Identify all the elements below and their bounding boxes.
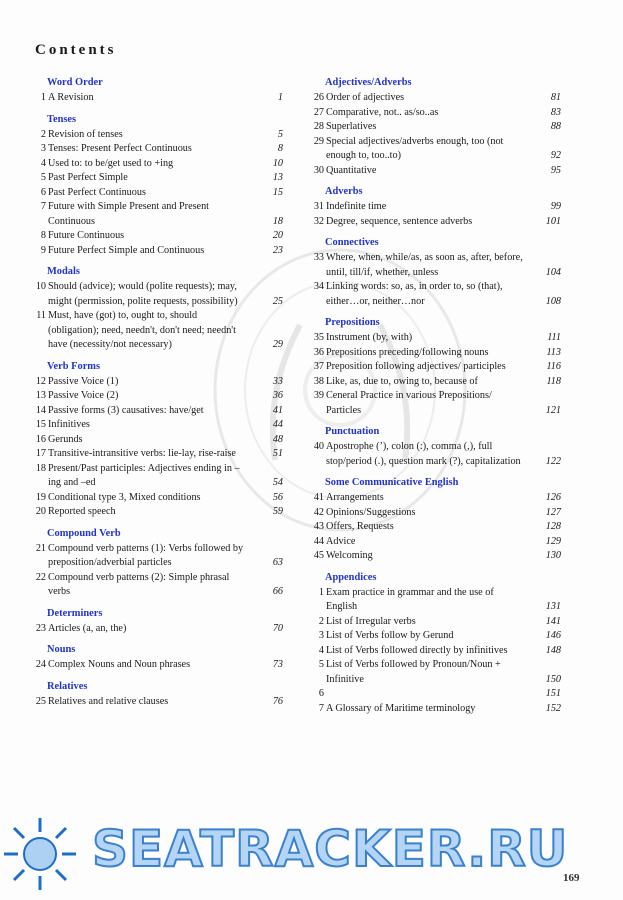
entry-number: 32 xyxy=(313,215,324,227)
entry-page-number: 130 xyxy=(545,550,561,561)
section-heading: Compound Verb xyxy=(47,527,121,539)
entry-number: 27 xyxy=(313,106,324,118)
contents-entry xyxy=(311,106,561,121)
contents-entry xyxy=(33,505,283,520)
section-heading: Modals xyxy=(47,266,80,277)
entry-page-number: 95 xyxy=(550,164,561,176)
entry-title: A Revision xyxy=(48,92,94,103)
entry-page-number: 56 xyxy=(272,491,283,503)
section-heading: Tenses xyxy=(47,113,77,125)
contents-entry xyxy=(33,200,283,229)
entry-title: Instrument (by, with) xyxy=(326,332,413,343)
contents-entry xyxy=(33,542,283,571)
entry-page-number: 128 xyxy=(545,521,561,532)
entry-page-number: 99 xyxy=(550,201,561,212)
entry-page-number: 44 xyxy=(272,419,283,430)
entry-title: Special adjectives/adverbs enough, too (not enough to, too..to) xyxy=(326,135,504,161)
entry-title: Past Perfect Simple xyxy=(48,172,128,183)
contents-section xyxy=(311,571,561,717)
contents-entry xyxy=(311,687,561,702)
contents-entry xyxy=(311,440,561,469)
entry-title: List of Verbs follow by Gerund xyxy=(326,630,454,641)
entry-page-number: 10 xyxy=(272,157,283,169)
entry-page-number: 20 xyxy=(272,230,283,241)
entry-title: Future Perfect Simple and Continuous xyxy=(48,244,205,256)
contents-entry xyxy=(311,586,561,615)
contents-entry xyxy=(33,157,283,172)
section-heading: Word Order xyxy=(47,77,103,88)
entry-page-number: 116 xyxy=(546,361,561,372)
entry-number: 17 xyxy=(35,448,46,459)
contents-entry xyxy=(33,186,283,201)
contents-entry xyxy=(33,171,283,186)
entry-title: Future with Simple Present and Present Continuous xyxy=(48,201,210,227)
entry-number: 29 xyxy=(313,135,324,147)
entry-title: Exam practice in grammar and the use of English xyxy=(326,586,494,612)
contents-section xyxy=(311,76,561,178)
contents-entry xyxy=(33,91,283,106)
contents-entry xyxy=(33,375,283,390)
contents-section xyxy=(33,527,283,600)
entry-page-number: 122 xyxy=(545,455,561,467)
entry-page-number: 126 xyxy=(545,492,561,503)
entry-title: Past Perfect Continuous xyxy=(48,186,146,198)
entry-title: Passive Voice (2) xyxy=(48,390,119,401)
entry-number: 31 xyxy=(313,201,324,212)
entry-title: Must, have (got) to, ought to, should (obligation); need, needn't, don't need; needn't have (necessity/not necessary) xyxy=(48,310,236,350)
entry-page-number: 18 xyxy=(272,215,283,227)
section-heading: Verb Forms xyxy=(47,360,101,372)
entry-title: Preposition following adjectives/ participles xyxy=(326,361,506,372)
entry-number: 9 xyxy=(40,244,46,256)
contents-entry xyxy=(311,658,561,687)
entry-title: Infinitives xyxy=(48,419,90,430)
contents-section xyxy=(311,316,561,418)
contents-entry xyxy=(33,404,283,419)
entry-page-number: 73 xyxy=(272,659,283,670)
entry-number: 1 xyxy=(40,92,46,103)
entry-number: 44 xyxy=(313,535,324,547)
entry-number: 26 xyxy=(313,92,324,103)
entry-title: Linking words: so, as, in order to, so (that), either…or, neither…nor xyxy=(326,281,503,307)
contents-entry xyxy=(311,91,561,106)
entry-page-number: 41 xyxy=(272,404,283,416)
contents-entry xyxy=(311,506,561,521)
entry-title: Conditional type 3, Mixed conditions xyxy=(48,491,201,503)
section-heading: Some Communicative English xyxy=(325,477,459,488)
entry-number: 7 xyxy=(40,201,46,212)
entry-page-number: 1 xyxy=(277,92,283,103)
entry-number: 14 xyxy=(35,404,46,416)
entry-page-number: 23 xyxy=(272,244,283,256)
entry-number: 3 xyxy=(40,143,46,154)
entry-page-number: 146 xyxy=(545,630,561,641)
entry-number: 1 xyxy=(318,586,324,598)
entry-page-number: 81 xyxy=(550,92,561,103)
entry-title: Superlatives xyxy=(326,121,377,132)
entry-page-number: 108 xyxy=(545,295,561,307)
entry-title: Arrangements xyxy=(326,492,384,503)
entry-page-number: 88 xyxy=(550,121,561,132)
entry-number: 6 xyxy=(318,688,324,699)
entry-page-number: 127 xyxy=(545,506,561,518)
entry-title: Present/Past participles: Adjectives ending in –ing and –ed xyxy=(48,462,240,488)
entry-title: Should (advice); would (polite requests); may, might (permission, polite requests, possibility) xyxy=(48,281,238,307)
entry-title: Comparative, not.. as/so..as xyxy=(326,106,439,118)
section-heading: Appendices xyxy=(325,571,377,583)
entry-page-number: 152 xyxy=(545,702,561,714)
entry-number: 37 xyxy=(313,361,324,372)
entry-title: Used to: to be/get used to +ing xyxy=(48,157,174,169)
contents-entry xyxy=(311,215,561,230)
section-heading: Determiners xyxy=(47,607,103,619)
entry-title: Revision of tenses xyxy=(48,128,123,140)
contents-entry xyxy=(33,389,283,404)
entry-title: Opinions/Suggestions xyxy=(326,506,416,518)
entry-title xyxy=(326,687,525,702)
entry-number: 34 xyxy=(313,281,324,292)
entry-page-number: 129 xyxy=(545,535,561,547)
entry-number: 33 xyxy=(313,252,324,263)
entry-page-number: 148 xyxy=(545,644,561,656)
entry-title: A Glossary of Maritime terminology xyxy=(326,702,476,714)
contents-entry xyxy=(33,433,283,448)
entry-number: 30 xyxy=(313,164,324,176)
entry-number: 6 xyxy=(40,186,46,198)
section-heading: Prepositions xyxy=(325,317,380,328)
entry-page-number: 29 xyxy=(272,339,283,350)
entry-number: 40 xyxy=(313,441,324,452)
entry-page-number: 150 xyxy=(545,673,561,685)
entry-title: List of Verbs followed by Pronoun/Noun + Infinitive xyxy=(326,659,501,685)
entry-number: 23 xyxy=(35,622,46,634)
contents-column-left xyxy=(33,76,283,716)
contents-entry xyxy=(33,418,283,433)
entry-page-number: 92 xyxy=(550,150,561,161)
contents-entry xyxy=(33,622,283,637)
entry-title: Where, when, while/as, as soon as, after, before, until, till/if, whether, unless xyxy=(326,252,523,278)
contents-entry xyxy=(311,520,561,535)
entry-title: Gerunds xyxy=(48,433,83,445)
contents-section xyxy=(33,265,283,353)
entry-title: Like, as, due to, owing to, because of xyxy=(326,375,478,387)
entry-title: Articles (a, an, the) xyxy=(48,622,127,634)
contents-entry xyxy=(33,244,283,259)
entry-number: 45 xyxy=(313,550,324,561)
entry-number: 25 xyxy=(35,695,46,707)
contents-section xyxy=(33,76,283,106)
contents-entry xyxy=(311,331,561,346)
entry-page-number: 66 xyxy=(272,586,283,597)
contents-entry xyxy=(33,491,283,506)
contents-entry xyxy=(311,644,561,659)
entry-page-number: 118 xyxy=(546,375,561,387)
contents-entry xyxy=(311,389,561,418)
entry-title: Passive Voice (1) xyxy=(48,375,119,387)
contents-entry xyxy=(311,346,561,361)
entry-number: 15 xyxy=(35,419,46,430)
entry-title: Complex Nouns and Noun phrases xyxy=(48,659,191,670)
contents-column-right xyxy=(311,76,561,723)
entry-title: List of Verbs followed directly by infinitives xyxy=(326,644,508,656)
entry-number: 41 xyxy=(313,492,324,503)
entry-page-number: 131 xyxy=(545,601,561,612)
entry-number: 8 xyxy=(40,230,46,241)
entry-number: 2 xyxy=(318,615,324,627)
contents-entry xyxy=(33,462,283,491)
entry-title: Indefinite time xyxy=(326,201,387,212)
section-heading: Nouns xyxy=(47,644,76,655)
contents-entry xyxy=(311,615,561,630)
contents-section xyxy=(311,185,561,229)
entry-number: 38 xyxy=(313,375,324,387)
entry-title: Compound verb patterns (1): Verbs followed by preposition/adverbial particles xyxy=(48,542,244,568)
contents-section xyxy=(33,643,283,673)
entry-number: 22 xyxy=(35,571,46,583)
entry-number: 2 xyxy=(40,128,46,140)
section-heading: Adverbs xyxy=(325,186,363,197)
page-number: 169 xyxy=(563,872,580,884)
contents-section xyxy=(33,113,283,259)
contents-entry xyxy=(311,280,561,309)
entry-number: 3 xyxy=(318,630,324,641)
contents-entry xyxy=(311,375,561,390)
entry-title: Degree, sequence, sentence adverbs xyxy=(326,215,473,227)
entry-page-number: 59 xyxy=(272,506,283,517)
contents-entry xyxy=(33,447,283,462)
entry-page-number: 48 xyxy=(272,433,283,445)
entry-title: Transitive-intransitive verbs: lie-lay, rise-raise xyxy=(48,448,236,459)
entry-page-number: 54 xyxy=(272,477,283,488)
entry-number: 10 xyxy=(35,281,46,292)
entry-number: 5 xyxy=(318,659,324,670)
contents-entry xyxy=(33,142,283,157)
entry-page-number: 141 xyxy=(545,615,561,627)
contents-entry xyxy=(33,128,283,143)
contents-entry xyxy=(311,702,561,717)
contents-entry xyxy=(33,571,283,600)
entry-page-number: 25 xyxy=(272,295,283,307)
entry-title: Reported speech xyxy=(48,506,116,517)
contents-entry xyxy=(33,695,283,710)
contents-entry xyxy=(311,549,561,564)
section-heading: Connectives xyxy=(325,237,379,248)
contents-section xyxy=(33,607,283,637)
watermark-text: SEATRACKER.RU xyxy=(92,820,569,878)
entry-page-number: 151 xyxy=(545,688,561,699)
contents-section xyxy=(311,425,561,469)
entry-number: 18 xyxy=(35,462,46,474)
contents-entry xyxy=(33,658,283,673)
entry-number: 7 xyxy=(318,702,324,714)
entry-page-number: 51 xyxy=(272,448,283,459)
contents-section xyxy=(311,236,561,309)
entry-page-number: 63 xyxy=(272,557,283,568)
entry-number: 21 xyxy=(35,542,46,554)
entry-title: Quantitative xyxy=(326,164,377,176)
entry-page-number: 83 xyxy=(550,106,561,118)
contents-entry xyxy=(311,491,561,506)
entry-number: 42 xyxy=(313,506,324,518)
entry-title: Passive forms (3) causatives: have/get xyxy=(48,404,204,416)
entry-title: Ceneral Practice in various Prepositions/ Particles xyxy=(326,390,492,416)
entry-number: 36 xyxy=(313,346,324,358)
entry-title: Welcoming xyxy=(326,550,373,561)
entry-number: 35 xyxy=(313,332,324,343)
entry-number: 16 xyxy=(35,433,46,445)
entry-title: Apostrophe (’), colon (:), comma (,), full stop/period (.), question mark (?), capitalization xyxy=(326,441,521,467)
entry-title: Prepositions preceding/following nouns xyxy=(326,346,489,358)
entry-page-number: 13 xyxy=(272,172,283,183)
entry-page-number: 104 xyxy=(545,266,561,278)
entry-title: Compound verb patterns (2): Simple phrasal verbs xyxy=(48,571,230,597)
entry-page-number: 101 xyxy=(545,215,561,227)
entry-number: 39 xyxy=(313,390,324,401)
entry-number: 4 xyxy=(318,644,324,656)
entry-page-number: 8 xyxy=(277,143,283,154)
section-heading: Adjectives/Adverbs xyxy=(325,77,412,88)
contents-entry xyxy=(33,229,283,244)
contents-entry xyxy=(311,135,561,164)
contents-entry xyxy=(311,251,561,280)
contents-entry xyxy=(311,629,561,644)
entry-number: 12 xyxy=(35,375,46,387)
entry-number: 5 xyxy=(40,172,46,183)
entry-page-number: 5 xyxy=(277,128,283,140)
entry-number: 20 xyxy=(35,506,46,517)
entry-number: 4 xyxy=(40,157,46,169)
contents-entry xyxy=(311,120,561,135)
entry-page-number: 111 xyxy=(547,332,561,343)
contents-entry xyxy=(33,280,283,309)
entry-number: 13 xyxy=(35,390,46,401)
entry-page-number: 36 xyxy=(272,390,283,401)
entry-page-number: 33 xyxy=(272,375,283,387)
entry-title: Order of adjectives xyxy=(326,92,405,103)
entry-number: 28 xyxy=(313,121,324,132)
entry-title: Relatives and relative clauses xyxy=(48,695,169,707)
entry-title: Advice xyxy=(326,535,356,547)
contents-entry xyxy=(311,360,561,375)
contents-section xyxy=(33,680,283,710)
entry-number: 11 xyxy=(36,310,46,321)
entry-title: Offers, Requests xyxy=(326,521,394,532)
entry-number: 24 xyxy=(35,659,46,670)
entry-page-number: 121 xyxy=(545,404,561,416)
contents-entry xyxy=(311,535,561,550)
entry-page-number: 113 xyxy=(546,346,561,358)
entry-number: 43 xyxy=(313,521,324,532)
section-heading: Relatives xyxy=(47,680,88,692)
contents-section xyxy=(311,476,561,564)
page-title: Contents xyxy=(35,42,117,58)
entry-number: 19 xyxy=(35,491,46,503)
contents-section xyxy=(33,360,283,520)
section-heading: Punctuation xyxy=(325,426,380,437)
entry-page-number: 15 xyxy=(272,186,283,198)
contents-entry xyxy=(311,164,561,179)
contents-entry xyxy=(311,200,561,215)
entry-title: Future Continuous xyxy=(48,230,125,241)
entry-title: List of Irregular verbs xyxy=(326,615,416,627)
entry-page-number: 70 xyxy=(272,622,283,634)
entry-title: Tenses: Present Perfect Continuous xyxy=(48,143,192,154)
contents-entry xyxy=(33,309,283,353)
entry-page-number: 76 xyxy=(272,695,283,707)
